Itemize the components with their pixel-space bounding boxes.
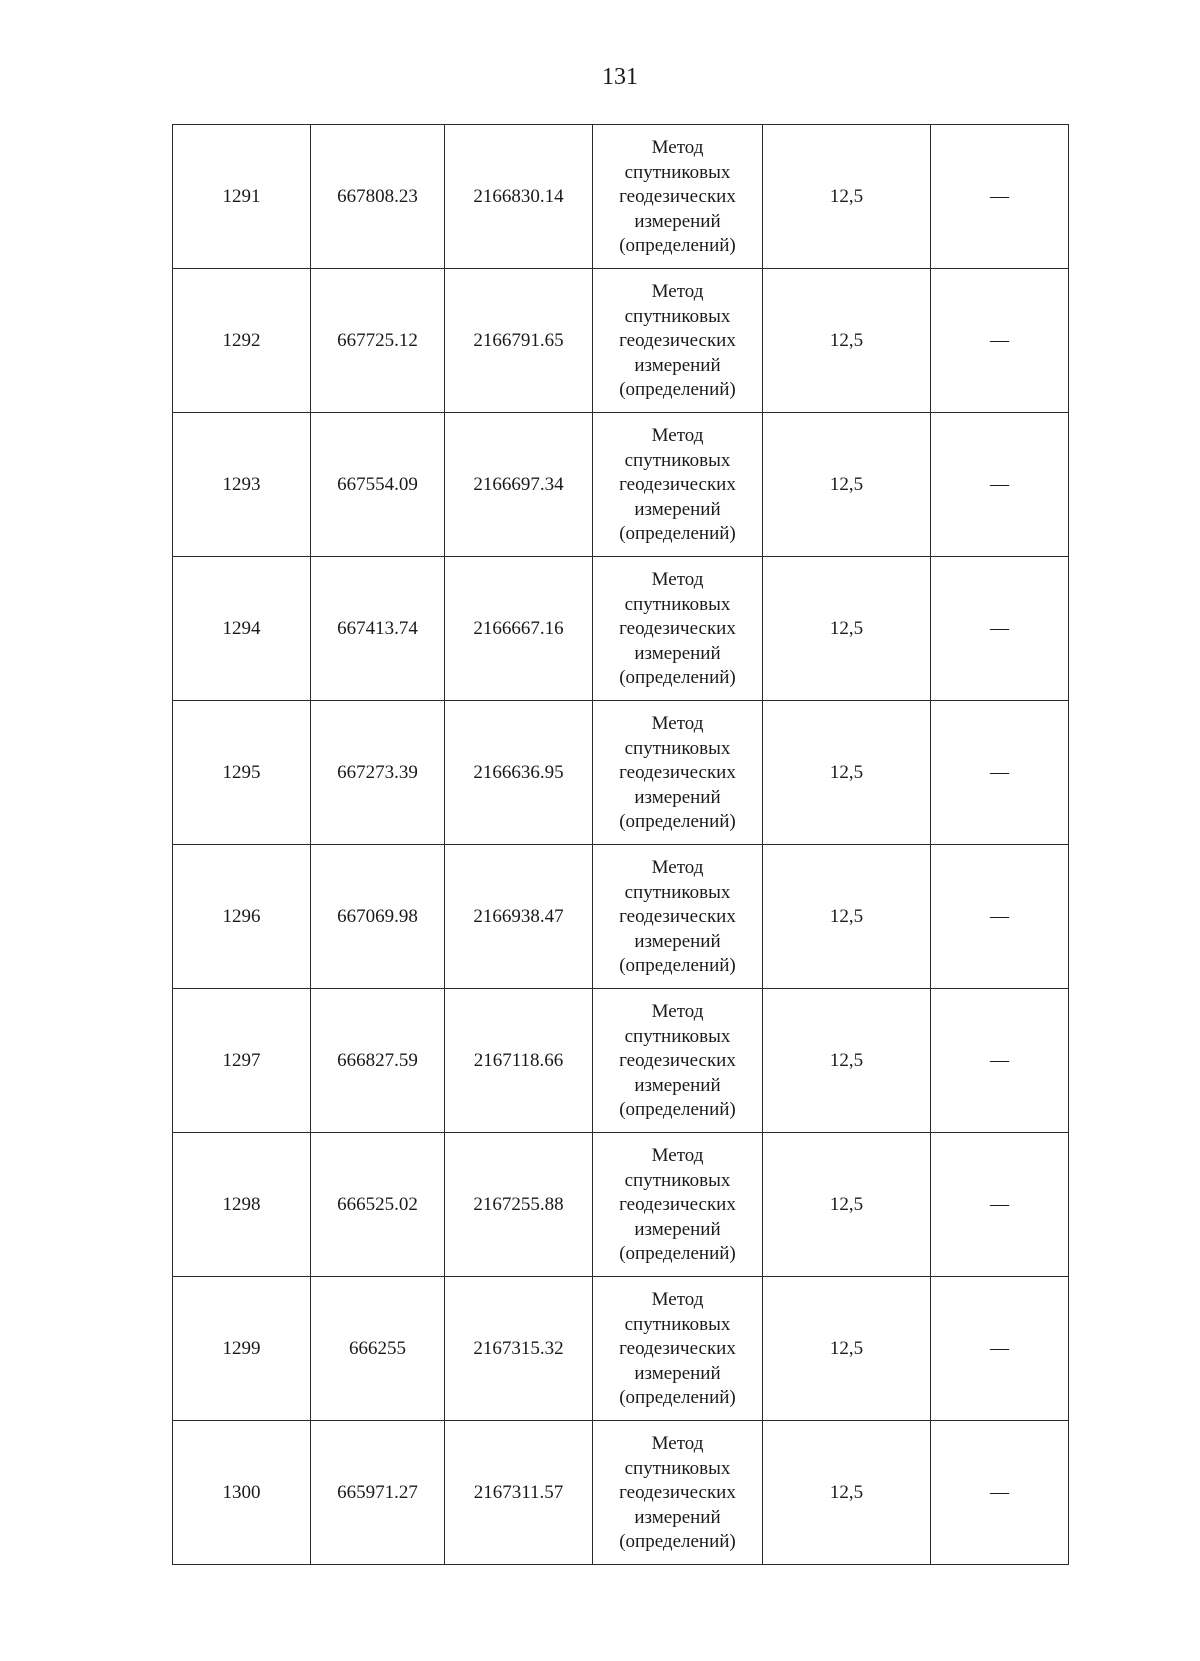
- method-line: спутниковых: [624, 1025, 731, 1047]
- method-line: геодезических: [619, 762, 736, 784]
- point-number-cell: 1297: [173, 989, 311, 1133]
- table-row: [173, 1277, 1069, 1421]
- extra-cell: [931, 1133, 1069, 1277]
- x-coordinate-cell: 665971.27: [311, 1421, 445, 1565]
- y-coordinate-cell: 2166830.14: [445, 125, 593, 269]
- method-line: (определений): [619, 1531, 736, 1553]
- method-line: (определений): [619, 523, 736, 545]
- method-line: геодезических: [619, 1482, 736, 1504]
- x-coordinate-cell: 666255: [311, 1277, 445, 1421]
- method-cell: [593, 1133, 763, 1277]
- method-line: измерений: [634, 1218, 721, 1240]
- table-row: [173, 269, 1069, 413]
- method-line: спутниковых: [624, 1457, 731, 1479]
- method-line: спутниковых: [624, 305, 731, 327]
- table-row: [173, 125, 1069, 269]
- x-coordinate-cell: 666525.02: [311, 1133, 445, 1277]
- dash-mark: —: [990, 761, 1009, 783]
- point-number-cell: 1291: [173, 125, 311, 269]
- method-line: (определений): [619, 1099, 736, 1121]
- dash-mark: —: [990, 473, 1009, 495]
- point-number-cell: 1300: [173, 1421, 311, 1565]
- extra-cell: [931, 557, 1069, 701]
- method-line: (определений): [619, 811, 736, 833]
- extra-cell: [931, 1421, 1069, 1565]
- point-number-cell: 1292: [173, 269, 311, 413]
- precision-cell: 12,5: [763, 989, 931, 1133]
- x-coordinate-cell: 667554.09: [311, 413, 445, 557]
- point-number-cell: 1299: [173, 1277, 311, 1421]
- method-line: геодезических: [619, 186, 736, 208]
- y-coordinate-cell: 2167118.66: [445, 989, 593, 1133]
- table-row: [173, 701, 1069, 845]
- method-line: спутниковых: [624, 161, 731, 183]
- table-row: [173, 413, 1069, 557]
- method-cell: [593, 125, 763, 269]
- table-row: [173, 557, 1069, 701]
- method-line: Метод: [651, 1145, 704, 1167]
- table-row: [173, 1133, 1069, 1277]
- method-line: измерений: [634, 1506, 721, 1528]
- method-line: измерений: [634, 210, 721, 232]
- method-cell: [593, 269, 763, 413]
- method-line: геодезических: [619, 474, 736, 496]
- x-coordinate-cell: 667413.74: [311, 557, 445, 701]
- coordinates-table: [172, 124, 1069, 1565]
- x-coordinate-cell: 666827.59: [311, 989, 445, 1133]
- method-line: спутниковых: [624, 593, 731, 615]
- y-coordinate-cell: 2166667.16: [445, 557, 593, 701]
- method-cell: [593, 1421, 763, 1565]
- method-line: (определений): [619, 667, 736, 689]
- precision-cell: 12,5: [763, 701, 931, 845]
- method-cell: [593, 557, 763, 701]
- y-coordinate-cell: 2167255.88: [445, 1133, 593, 1277]
- method-line: (определений): [619, 955, 736, 977]
- y-coordinate-cell: 2166636.95: [445, 701, 593, 845]
- method-line: измерений: [634, 1074, 721, 1096]
- method-cell: [593, 845, 763, 989]
- table-row: [173, 845, 1069, 989]
- method-line: Метод: [651, 857, 704, 879]
- method-line: спутниковых: [624, 449, 731, 471]
- coordinates-table-body: [173, 125, 1069, 1565]
- dash-mark: —: [990, 1337, 1009, 1359]
- method-line: измерений: [634, 930, 721, 952]
- precision-cell: 12,5: [763, 557, 931, 701]
- point-number-cell: 1294: [173, 557, 311, 701]
- precision-cell: 12,5: [763, 125, 931, 269]
- method-line: (определений): [619, 379, 736, 401]
- extra-cell: [931, 989, 1069, 1133]
- method-line: геодезических: [619, 906, 736, 928]
- table-row: [173, 1421, 1069, 1565]
- method-line: Метод: [651, 1289, 704, 1311]
- y-coordinate-cell: 2166791.65: [445, 269, 593, 413]
- method-line: геодезических: [619, 330, 736, 352]
- method-line: геодезических: [619, 1050, 736, 1072]
- method-line: геодезических: [619, 618, 736, 640]
- x-coordinate-cell: 667273.39: [311, 701, 445, 845]
- method-line: Метод: [651, 425, 704, 447]
- dash-mark: —: [990, 329, 1009, 351]
- precision-cell: 12,5: [763, 269, 931, 413]
- method-line: измерений: [634, 354, 721, 376]
- method-cell: [593, 1277, 763, 1421]
- extra-cell: [931, 845, 1069, 989]
- y-coordinate-cell: 2166938.47: [445, 845, 593, 989]
- method-line: Метод: [651, 1433, 704, 1455]
- precision-cell: 12,5: [763, 1421, 931, 1565]
- method-line: (определений): [619, 235, 736, 257]
- page-number: 131: [602, 64, 638, 90]
- method-line: спутниковых: [624, 1169, 731, 1191]
- extra-cell: [931, 701, 1069, 845]
- extra-cell: [931, 269, 1069, 413]
- method-line: спутниковых: [624, 881, 731, 903]
- point-number-cell: 1298: [173, 1133, 311, 1277]
- x-coordinate-cell: 667069.98: [311, 845, 445, 989]
- method-line: измерений: [634, 1362, 721, 1384]
- method-line: (определений): [619, 1387, 736, 1409]
- extra-cell: [931, 413, 1069, 557]
- extra-cell: [931, 1277, 1069, 1421]
- method-cell: [593, 413, 763, 557]
- precision-cell: 12,5: [763, 413, 931, 557]
- table-row: [173, 989, 1069, 1133]
- method-line: измерений: [634, 786, 721, 808]
- method-line: измерений: [634, 642, 721, 664]
- dash-mark: —: [990, 1049, 1009, 1071]
- method-line: Метод: [651, 713, 704, 735]
- extra-cell: [931, 125, 1069, 269]
- point-number-cell: 1296: [173, 845, 311, 989]
- method-line: геодезических: [619, 1194, 736, 1216]
- x-coordinate-cell: 667725.12: [311, 269, 445, 413]
- method-line: измерений: [634, 498, 721, 520]
- method-line: Метод: [651, 1001, 704, 1023]
- method-cell: [593, 989, 763, 1133]
- dash-mark: —: [990, 905, 1009, 927]
- dash-mark: —: [990, 617, 1009, 639]
- method-line: (определений): [619, 1243, 736, 1265]
- precision-cell: 12,5: [763, 1277, 931, 1421]
- dash-mark: —: [990, 185, 1009, 207]
- point-number-cell: 1293: [173, 413, 311, 557]
- method-line: спутниковых: [624, 1313, 731, 1335]
- method-line: Метод: [651, 569, 704, 591]
- dash-mark: —: [990, 1193, 1009, 1215]
- method-line: геодезических: [619, 1338, 736, 1360]
- method-line: спутниковых: [624, 737, 731, 759]
- method-line: Метод: [651, 137, 704, 159]
- y-coordinate-cell: 2167315.32: [445, 1277, 593, 1421]
- x-coordinate-cell: 667808.23: [311, 125, 445, 269]
- method-cell: [593, 701, 763, 845]
- precision-cell: 12,5: [763, 1133, 931, 1277]
- dash-mark: —: [990, 1481, 1009, 1503]
- precision-cell: 12,5: [763, 845, 931, 989]
- y-coordinate-cell: 2167311.57: [445, 1421, 593, 1565]
- method-line: Метод: [651, 281, 704, 303]
- point-number-cell: 1295: [173, 701, 311, 845]
- y-coordinate-cell: 2166697.34: [445, 413, 593, 557]
